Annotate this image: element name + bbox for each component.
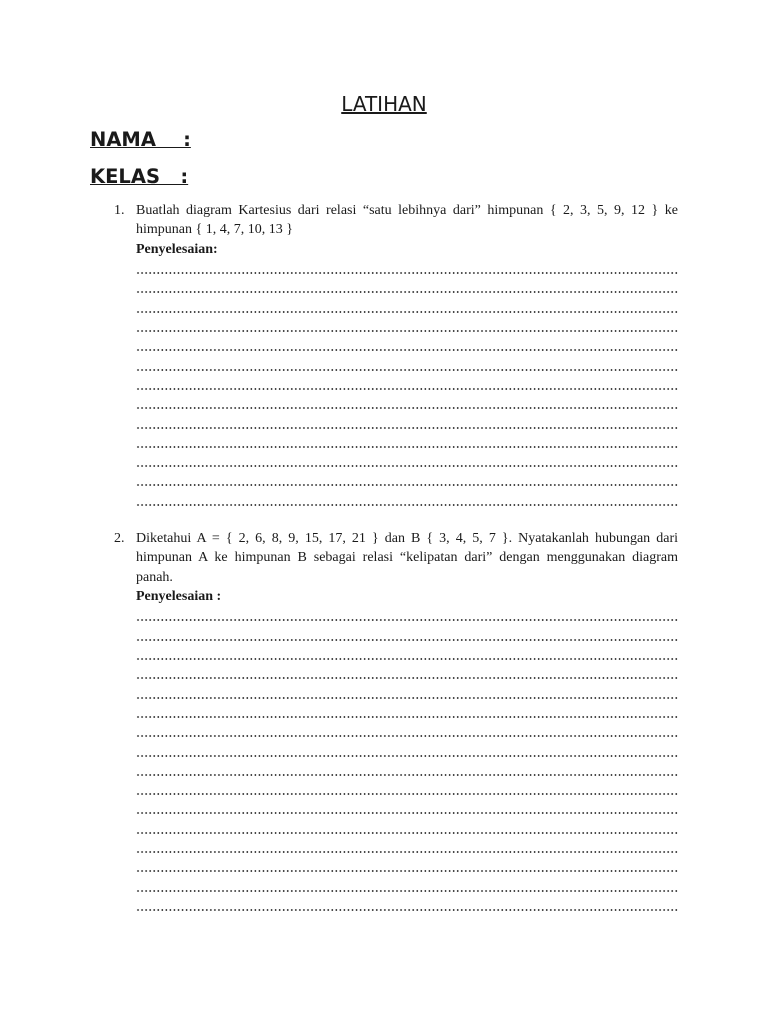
page-title: LATIHAN	[341, 92, 427, 116]
question-2	[114, 529, 678, 915]
answer-dotted-line[interactable]	[136, 645, 678, 664]
answer-dotted-line[interactable]	[136, 317, 678, 336]
answer-dotted-line[interactable]	[136, 490, 678, 509]
answer-lines[interactable]	[136, 259, 678, 510]
answer-dotted-line[interactable]	[136, 471, 678, 490]
answer-dotted-line[interactable]	[136, 259, 678, 278]
answer-dotted-line[interactable]	[136, 703, 678, 722]
answer-dotted-line[interactable]	[136, 606, 678, 625]
nama-field-label: NAMA :	[90, 128, 191, 151]
answer-dotted-line[interactable]	[136, 433, 678, 452]
answer-dotted-line[interactable]	[136, 394, 678, 413]
answer-dotted-line[interactable]	[136, 664, 678, 683]
question-number: 2.	[114, 531, 125, 546]
answer-dotted-line[interactable]	[136, 722, 678, 741]
answer-dotted-line[interactable]	[136, 297, 678, 316]
answer-label: Penyelesaian :	[136, 588, 222, 604]
answer-dotted-line[interactable]	[136, 799, 678, 818]
question-number: 1.	[114, 203, 125, 218]
answer-dotted-line[interactable]	[136, 761, 678, 780]
answer-dotted-line[interactable]	[136, 452, 678, 471]
answer-lines[interactable]	[136, 606, 678, 915]
answer-dotted-line[interactable]	[136, 857, 678, 876]
question-1	[114, 201, 678, 510]
answer-dotted-line[interactable]	[136, 780, 678, 799]
answer-dotted-line[interactable]	[136, 278, 678, 297]
answer-dotted-line[interactable]	[136, 625, 678, 644]
answer-dotted-line[interactable]	[136, 375, 678, 394]
answer-dotted-line[interactable]	[136, 683, 678, 702]
answer-dotted-line[interactable]	[136, 838, 678, 857]
answer-dotted-line[interactable]	[136, 896, 678, 915]
answer-dotted-line[interactable]	[136, 741, 678, 760]
answer-dotted-line[interactable]	[136, 336, 678, 355]
question-text: Diketahui A = { 2, 6, 8, 9, 15, 17, 21 } dan B { 3, 4, 5, 7 }. Nyatakanlah hubungan dari himpunan A ke himpunan B sebagai relasi “kelipatan dari” dengan menggunakan diagram panah.	[136, 531, 678, 585]
answer-dotted-line[interactable]	[136, 876, 678, 895]
answer-dotted-line[interactable]	[136, 413, 678, 432]
answer-label: Penyelesaian:	[136, 241, 218, 257]
kelas-field-label: KELAS :	[90, 165, 189, 188]
question-text: Buatlah diagram Kartesius dari relasi “satu lebihnya dari” himpunan { 2, 3, 5, 9, 12 } ke himpunan { 1, 4, 7, 10, 13 }	[136, 203, 678, 238]
answer-dotted-line[interactable]	[136, 355, 678, 374]
answer-dotted-line[interactable]	[136, 818, 678, 837]
